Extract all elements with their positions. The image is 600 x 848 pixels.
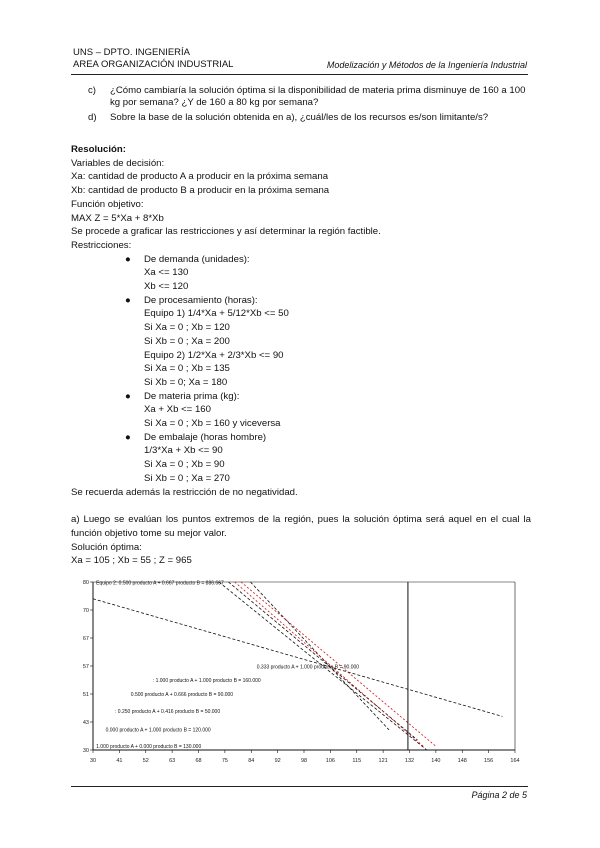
annotation-label: 1.000 producto A + 0.000 producto B = 130.000 <box>96 743 202 750</box>
x-tick-label: 52 <box>142 758 149 764</box>
question-label: c) <box>88 85 96 96</box>
restriction-line: Equipo 1) 1/4*Xa + 5/12*Xb <= 50 <box>144 308 289 320</box>
restriction-title: De procesamiento (horas): <box>144 294 258 306</box>
resolution-section <box>71 143 531 568</box>
resolution-heading: Resolución: <box>71 144 126 155</box>
y-tick-label: 70 <box>82 608 89 614</box>
annotation-label: Equipo 2: 0.500 producto A + 0.667 producto B = 886.667 <box>96 580 224 587</box>
chart-background <box>82 578 521 770</box>
question-text: Sobre la base de la solución obtenida en a), ¿cuál/les de los recursos es/son limitante/s? <box>110 112 489 123</box>
restrictions-list <box>71 253 531 486</box>
x-tick-label: 148 <box>457 758 467 764</box>
y-tick-label: 30 <box>82 748 89 754</box>
x-tick-label: 115 <box>352 758 362 764</box>
annotation-label: 0.500 producto A + 0.666 producto B = 90.000 <box>130 692 234 699</box>
restriction-line: Si Xb = 0 ; Xa = 270 <box>144 472 230 484</box>
bullet-icon: ● <box>125 253 131 265</box>
page-number: Página 2 de 5 <box>471 790 527 800</box>
header-left <box>73 47 233 71</box>
restriction-line: Si Xb = 0 ; Xa = 200 <box>144 335 230 347</box>
restriction-line: Xb <= 120 <box>144 281 189 293</box>
annotation-label: 0.000 producto A + 1.000 producto B = 120.000 <box>105 727 211 734</box>
bullet-icon: ● <box>125 431 131 443</box>
question-item <box>88 112 528 124</box>
spacer <box>71 499 531 513</box>
question-text: ¿Cómo cambiaría la solución óptima si la disponibilidad de materia prima disminuye de 160 a 100 kg por semana? ¿Y de 160 a 80 kg por semana? <box>110 85 526 108</box>
x-tick-label: 98 <box>300 758 308 764</box>
optimal-value: Xa = 105 ; Xb = 55 ; Z = 965 <box>71 555 192 567</box>
restriction-line: Equipo 2) 1/2*Xa + 2/3*Xb <= 90 <box>144 349 284 361</box>
restriction-line: 1/3*Xa + Xb <= 90 <box>144 445 223 457</box>
header-area: AREA ORGANIZACIÓN INDUSTRIAL <box>73 59 234 70</box>
restriction-line: Si Xb = 0; Xa = 180 <box>144 376 228 388</box>
text-line: Función objetivo: <box>71 198 144 210</box>
x-tick-label: 164 <box>510 758 520 764</box>
x-tick-label: 84 <box>248 758 255 764</box>
annotation-label: : 0.250 producto A + 0.416 producto B = 50.000 <box>115 709 221 716</box>
bullet-icon: ● <box>125 390 131 402</box>
restriction-title: De embalaje (horas hombre) <box>144 431 267 443</box>
restriction-item <box>71 431 531 486</box>
y-tick-label: 51 <box>82 692 89 698</box>
restriction-line: Si Xa = 0 ; Xb = 160 y viceversa <box>144 418 281 430</box>
restriction-item <box>71 390 531 431</box>
restriction-title: De materia prima (kg): <box>144 390 240 402</box>
x-tick-label: 68 <box>195 758 202 764</box>
header-department: UNS – DPTO. INGENIERÍA <box>73 47 191 58</box>
footer-divider <box>71 786 528 787</box>
optimal-label: Solución óptima: <box>71 541 142 553</box>
annotation-label: 0.333 producto A + 1.000 producto B = 90.000 <box>256 664 360 671</box>
y-tick-label: 57 <box>82 664 89 670</box>
annotation-label: : 1.000 producto A + 1.000 producto B = 160.000 <box>152 678 261 685</box>
feasible-region-chart <box>82 578 521 770</box>
x-tick-label: 41 <box>116 758 123 764</box>
x-tick-label: 140 <box>431 758 441 764</box>
x-tick-label: 30 <box>89 758 97 764</box>
question-item <box>88 85 528 109</box>
x-tick-label: 63 <box>169 758 176 764</box>
part-a-paragraph: a) Luego se evalúan los puntos extremos de la región, pues la solución óptima será aquel en el cual la función objetivo tome su mejor valor. <box>71 514 531 539</box>
restriction-line: Xa + Xb <= 160 <box>144 404 211 416</box>
x-tick-label: 75 <box>221 758 228 764</box>
x-tick-label: 121 <box>378 758 388 764</box>
objective-function: MAX Z = 5*Xa + 8*Xb <box>71 212 164 224</box>
restriction-line: Xa <= 130 <box>144 267 189 279</box>
restriction-line: Si Xa = 0 ; Xb = 90 <box>144 459 225 471</box>
x-tick-label: 92 <box>274 758 281 764</box>
bullet-icon: ● <box>125 294 131 306</box>
question-label: d) <box>88 112 97 123</box>
y-tick-label: 80 <box>82 580 89 586</box>
text-line: Restricciones: <box>71 239 132 251</box>
text-line: Xa: cantidad de producto A a producir en la próxima semana <box>71 171 329 183</box>
restriction-title: De demanda (unidades): <box>144 253 250 265</box>
text-line: Xb: cantidad de producto B a producir en la próxima semana <box>71 185 330 197</box>
restriction-line: Si Xa = 0 ; Xb = 120 <box>144 322 230 334</box>
restriction-item <box>71 253 531 294</box>
text-line: Se procede a graficar las restricciones y así determinar la región factible. <box>71 226 381 238</box>
x-tick-label: 156 <box>484 758 494 764</box>
restriction-line: Si Xa = 0 ; Xb = 135 <box>144 363 230 375</box>
y-tick-label: 43 <box>82 720 89 726</box>
header-divider <box>71 74 528 75</box>
x-tick-label: 106 <box>325 758 335 764</box>
x-tick-label: 132 <box>404 758 415 764</box>
header-course-title: Modelización y Métodos de la Ingeniería Industrial <box>326 60 527 70</box>
restriction-item <box>71 294 531 390</box>
questions-list <box>88 85 528 127</box>
y-tick-label: 67 <box>82 636 89 642</box>
text-line: Variables de decisión: <box>71 157 165 169</box>
non-negativity-note: Se recuerda además la restricción de no negatividad. <box>71 486 298 498</box>
